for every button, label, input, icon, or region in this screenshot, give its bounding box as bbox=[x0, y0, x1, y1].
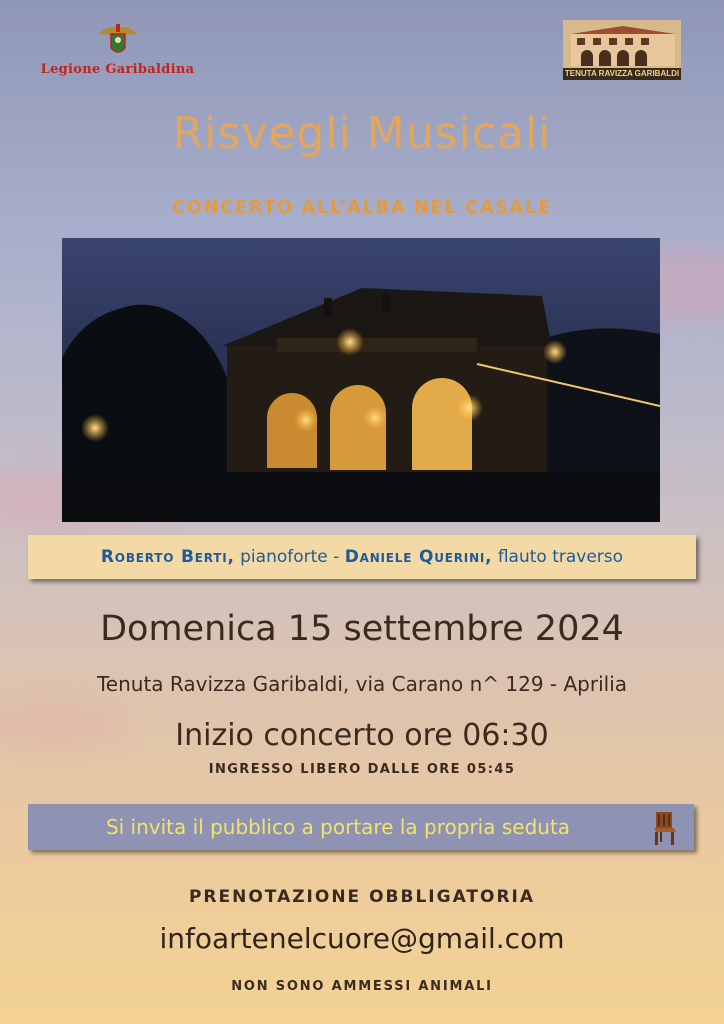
performer-2-instrument: flauto traverso bbox=[497, 547, 624, 567]
logo-left-name: Legione Garibaldina bbox=[40, 62, 195, 77]
event-title: Risvegli Musicali bbox=[172, 108, 552, 159]
performers-banner bbox=[28, 535, 696, 579]
entry-info: INGRESSO LIBERO DALLE ORE 05:45 bbox=[208, 762, 516, 777]
event-subtitle: CONCERTO ALL’ALBA NEL CASALE bbox=[172, 197, 552, 218]
booking-required: PRENOTAZIONE OBBLIGATORIA bbox=[188, 887, 536, 907]
farmhouse-photo bbox=[62, 238, 660, 522]
tenuta-building-icon bbox=[563, 20, 681, 68]
invite-banner bbox=[28, 804, 694, 850]
logo-right-plate: TENUTA RAVIZZA GARIBALDI bbox=[564, 69, 680, 78]
performer-1-instrument: pianoforte bbox=[240, 547, 328, 567]
performer-2-name: Daniele Querini, bbox=[344, 547, 493, 567]
crest-icon bbox=[94, 22, 142, 60]
no-animals-notice: NON SONO AMMESSI ANIMALI bbox=[231, 979, 493, 994]
contact-email[interactable]: infoartenelcuore@gmail.com bbox=[159, 922, 565, 955]
tenuta-ravizza-logo bbox=[563, 20, 681, 78]
farmhouse-night-image bbox=[62, 238, 660, 522]
performer-separator: - bbox=[333, 547, 340, 567]
event-date: Domenica 15 settembre 2024 bbox=[100, 609, 624, 649]
performer-1-name: Roberto Berti, bbox=[100, 547, 235, 567]
invite-text: Si invita il pubblico a portare la propria seduta bbox=[105, 815, 571, 839]
legione-garibaldina-logo bbox=[30, 22, 205, 77]
chair-icon bbox=[650, 810, 680, 846]
start-time: Inizio concerto ore 06:30 bbox=[175, 718, 549, 753]
event-address: Tenuta Ravizza Garibaldi, via Carano n^ 129 - Aprilia bbox=[96, 672, 628, 696]
